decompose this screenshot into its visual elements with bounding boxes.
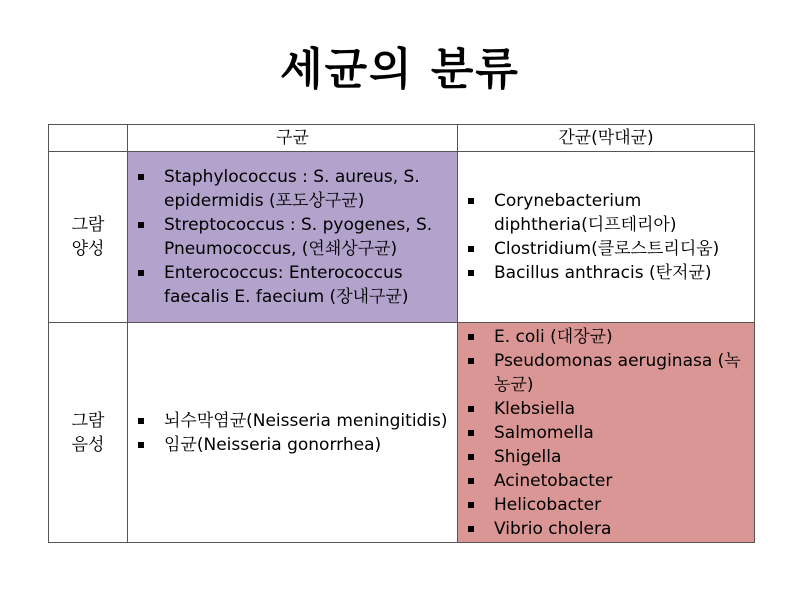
gram-negative-label bbox=[49, 323, 128, 543]
gram-positive-label bbox=[49, 152, 128, 323]
row-label-line: 그람 bbox=[71, 215, 105, 235]
gram-positive-cocci-list bbox=[128, 165, 457, 309]
list-item: Helicobacter bbox=[466, 493, 750, 517]
slide-title: 세균의 분류 bbox=[280, 44, 520, 95]
list-item: Pseudomonas aeruginasa (녹농균) bbox=[466, 349, 750, 397]
list-item: E. coli (대장균) bbox=[466, 325, 750, 349]
gram-positive-cocci-cell bbox=[128, 152, 458, 323]
gram-negative-row bbox=[49, 323, 755, 543]
gram-positive-bacilli-list bbox=[458, 189, 754, 285]
list-item: Staphylococcus : S. aureus, S. epidermidis (포도상구균) bbox=[136, 165, 453, 213]
row-label-line: 양성 bbox=[71, 239, 105, 259]
header-cocci: 구균 bbox=[128, 125, 458, 152]
list-item: Enterococcus: Enterococcus faecalis E. faecium (장내구균) bbox=[136, 261, 453, 309]
gram-negative-cocci-cell bbox=[128, 323, 458, 543]
list-item: Shigella bbox=[466, 445, 750, 469]
gram-negative-cocci-list bbox=[128, 409, 457, 457]
row-label-line: 그람 bbox=[71, 410, 105, 431]
gram-negative-bacilli-list bbox=[458, 325, 754, 541]
header-corner-cell bbox=[49, 125, 128, 152]
list-item: Salmomella bbox=[466, 421, 750, 445]
list-item: Streptococcus : S. pyogenes, S. Pneumococcus, (연쇄상구균) bbox=[136, 213, 453, 261]
list-item: Corynebacterium diphtheria(디프테리아) bbox=[466, 189, 750, 237]
list-item: 임균(Neisseria gonorrhea) bbox=[136, 433, 453, 457]
list-item: Bacillus anthracis (탄저균) bbox=[466, 261, 750, 285]
list-item: Vibrio cholera bbox=[466, 517, 750, 541]
list-item: 뇌수막염균(Neisseria meningitidis) bbox=[136, 409, 453, 433]
gram-positive-row bbox=[49, 152, 755, 323]
list-item: Klebsiella bbox=[466, 397, 750, 421]
gram-positive-bacilli-cell bbox=[458, 152, 755, 323]
list-item: Acinetobacter bbox=[466, 469, 750, 493]
list-item: Clostridium(클로스트리디움) bbox=[466, 237, 750, 261]
header-row bbox=[49, 125, 755, 152]
bacteria-classification-table bbox=[48, 124, 755, 543]
header-bacilli: 간균(막대균) bbox=[458, 125, 755, 152]
gram-negative-bacilli-cell bbox=[458, 323, 755, 543]
row-label-line: 음성 bbox=[71, 434, 105, 455]
